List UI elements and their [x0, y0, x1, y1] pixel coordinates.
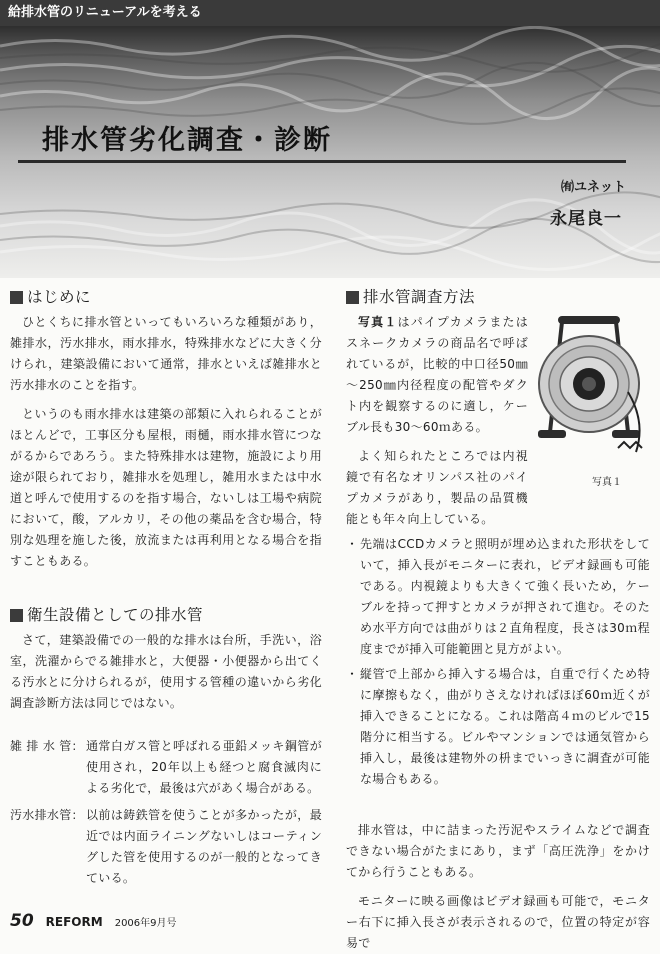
hero-image	[0, 26, 660, 278]
section-heading-method: 排水管調査方法	[346, 284, 650, 310]
sanitary-paragraph: さて，建築設備での一般的な排水は台所，手洗い，浴室，洗濯からでる雑排水と，大便器・小便器から出てくる汚水とに分けられるが，使用する管種の違いから劣化調査診断方法は同じではない。	[10, 633, 322, 710]
definition-sewage-pipe	[10, 805, 322, 889]
definition-desc: 通常白ガス管と呼ばれる亜鉛メッキ鋼管が使用され，20年以上も経つと腐食滅肉による劣化で，最後は穴があく場合がある。	[86, 739, 322, 795]
bullet-mark: ・	[346, 537, 359, 551]
bullet-text: 先端はCCDカメラと照明が埋め込まれた形状をしていて，挿入長がモニターに表れ，ビデオ録画も可能である。内視鏡よりも大きくて強く長いため，ケーブルを持って押すとカメラが押されて進む。そのため水平方向では曲がりは２直角程度，長さは30ｍ程度までが挿入可能範囲と見方がよい。	[360, 537, 650, 656]
right-column	[346, 284, 650, 954]
square-bullet-icon	[10, 609, 23, 622]
section-heading-sanitary: 衛生設備としての排水管	[10, 602, 322, 628]
intro-paragraph-1: ひとくちに排水管といってもいろいろな種類があり，雑排水，汚水排水，雨水排水，特殊排水などに大きく分けられ，建築設備において通常，排水といえば雑排水と汚水排水のことを指す。	[10, 315, 322, 392]
page-number: 50	[10, 911, 34, 931]
author-name: 永尾良一	[550, 209, 622, 229]
definition-term: 汚水排水管：	[10, 808, 84, 822]
bullet-text: 縦管で上部から挿入する場合は，自重で行くため特に摩擦もなく，曲がりさえなければほぼ60ｍ近くが挿入できることになる。これは階高４ｍのビルで15階分に相当する。ビルやマンションでは通気管から挿入し，最後は建物外の枡までいっきに調査が可能な場合もある。	[360, 667, 650, 786]
bullet-mark: ・	[346, 667, 359, 681]
magazine-name: REFORM	[45, 915, 103, 929]
series-title: 給排水管のリニューアルを考える	[8, 5, 202, 20]
bullet-item-2	[346, 664, 650, 790]
method-paragraph-1: 写真１はパイプカメラまたはスネークカメラの商品名で呼ばれているが，比較的中口径50㎜～250㎜内径程度の配管やダクト内を観察するのに適し，ケーブル長も30～60ｍある。	[346, 315, 528, 434]
definition-term: 雑 排 水 管：	[10, 739, 84, 753]
series-banner	[0, 0, 660, 26]
section-heading-intro: はじめに	[10, 284, 322, 310]
photo-caption: 写真１	[592, 477, 622, 488]
bullet-item-1	[346, 534, 650, 660]
definition-desc: 以前は鋳鉄管を使うことが多かったが，最近では内面ライニングないしはコーティングした管を使用するのが一般的となってきている。	[86, 808, 322, 885]
article-title: 排水管劣化調査・診断	[42, 125, 332, 156]
issue-date: 2006年9月号	[114, 918, 177, 929]
page-footer	[10, 911, 177, 931]
definition-gray-water-pipe	[10, 736, 322, 799]
intro-paragraph-2: というのも雨水排水は建築の部類に入れられることがほとんどで，工事区分も屋根，雨樋，雨水排水管につながるからであろう。また特殊排水は建物，施設により用途が限られており，雑排水を処理し，雑用水または中水道と呼んで使用するのを指す場合，ないしは工場や病院において，酸，アルカリ，その他の薬品を含む場合，特別な処理を施した後，放流または再利用となる場合を指すこともある。	[10, 407, 322, 568]
photo-reference: 写真１	[358, 315, 398, 329]
square-bullet-icon	[346, 291, 359, 304]
method-paragraph-4: モニターに映る画像はビデオ録画も可能で，モニター右下に挿入長さが表示されるので，位置の特定が容易で	[346, 894, 650, 950]
photo-1	[528, 312, 650, 530]
author-organization: ㈲ユネット	[560, 180, 626, 195]
left-column	[10, 284, 322, 889]
square-bullet-icon	[10, 291, 23, 304]
title-rule	[18, 160, 626, 163]
pipe-camera-reel-image	[528, 312, 650, 462]
method-paragraph-3: 排水管は，中に詰まった汚泥やスライムなどで調査できない場合がたまにあり，まず「高圧洗浄」をかけてから行うこともある。	[346, 823, 650, 879]
method-paragraph-2: よく知られたところでは内視鏡で有名なオリンパス社のパイプカメラがあり，製品の品質機能とも年々向上している。	[346, 449, 528, 526]
